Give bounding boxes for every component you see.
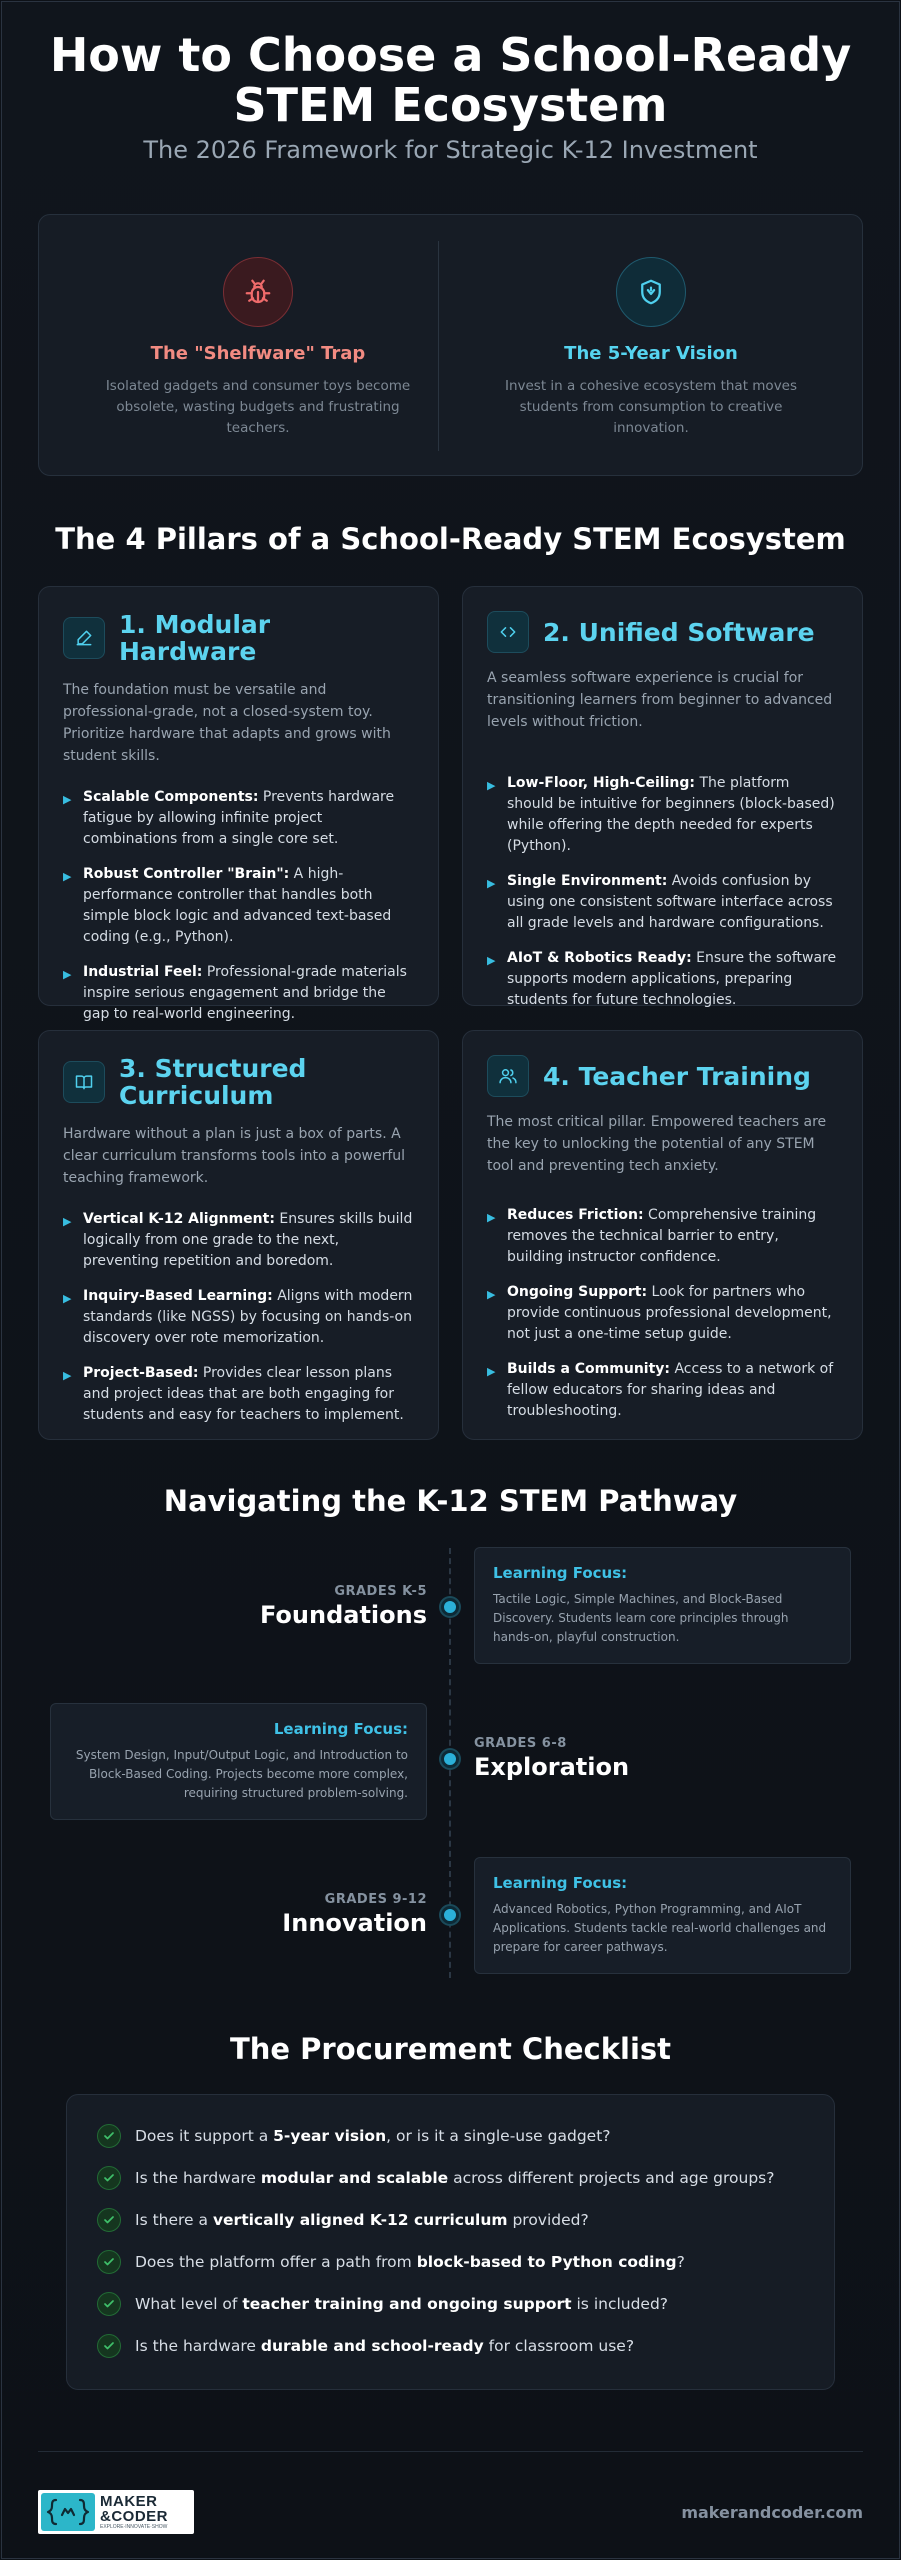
page-subtitle: The 2026 Framework for Strategic K-12 Investment — [143, 136, 758, 164]
shelfware-title: The "Shelfware" Trap — [150, 343, 366, 364]
shelfware-trap-column — [93, 257, 423, 439]
title-line-1: How to Choose a School-Ready — [49, 28, 852, 82]
timeline-dot — [441, 1750, 459, 1768]
pillar-title: 3. Structured Curriculum — [119, 1054, 307, 1110]
check-icon — [97, 2334, 121, 2358]
stage-name: Exploration — [474, 1753, 630, 1781]
stage-grades: GRADES K-5 — [334, 1584, 427, 1599]
learning-focus-label: Learning Focus: — [493, 1564, 628, 1582]
procurement-checklist — [66, 2094, 835, 2390]
checklist-item: What level of teacher training and ongoing support is included? — [97, 2283, 804, 2325]
website-link[interactable]: makerandcoder.com — [681, 2503, 863, 2522]
list-item: ▶ Scalable Components: Prevents hardware fatigue by allowing infinite project combinations from a single core set. — [63, 789, 395, 847]
pillar-title: 4. Teacher Training — [543, 1061, 811, 1091]
check-icon — [97, 2208, 121, 2232]
page-title — [0, 30, 901, 130]
list-item: ▶ AIoT & Robotics Ready: Ensure the software supports modern applications, preparing students for future technologies. — [487, 950, 837, 1008]
pathway-title: Navigating the K-12 STEM Pathway — [163, 1484, 738, 1518]
check-icon — [97, 2166, 121, 2190]
learning-focus-box — [474, 1547, 851, 1664]
title-line-2: STEM Ecosystem — [233, 78, 668, 132]
pillar-card-structured-curriculum — [38, 1030, 439, 1440]
check-icon — [97, 2124, 121, 2148]
shield-icon — [616, 257, 686, 327]
list-item: ▶ Reduces Friction: Comprehensive training removes the technical barrier to entry, building instructor confidence. — [487, 1207, 817, 1265]
pillar-title: 1. Modular Hardware — [119, 610, 271, 666]
list-item: ▶ Ongoing Support: Look for partners who provide continuous professional development, not just a one-time setup guide. — [487, 1284, 832, 1342]
stage-grades: GRADES 6-8 — [474, 1736, 567, 1751]
intro-panel — [38, 214, 863, 476]
pillar-description: A seamless software experience is crucial for transitioning learners from beginner to advanced levels without friction. — [487, 670, 833, 730]
checklist-item: Is the hardware durable and school-ready for classroom use? — [97, 2325, 804, 2367]
list-item: ▶ Single Environment: Avoids confusion by using one consistent software interface across all grade levels and hardware configurations. — [487, 873, 833, 931]
maker-coder-logo[interactable] — [38, 2490, 194, 2534]
learning-focus-label: Learning Focus: — [273, 1720, 408, 1738]
five-year-vision-column — [486, 257, 816, 439]
timeline-dot — [441, 1598, 459, 1616]
pillars-title: The 4 Pillars of a School-Ready STEM Ecosystem — [55, 522, 846, 556]
stage-label-exploration — [474, 1736, 629, 1781]
users-icon — [487, 1055, 529, 1097]
pillar-description: The foundation must be versatile and professional-grade, not a closed-system toy. Prioritize hardware that adapts and grows with student skills. — [63, 682, 391, 764]
check-icon — [97, 2292, 121, 2316]
checklist-item: Is the hardware modular and scalable across different projects and age groups? — [97, 2157, 804, 2199]
vision-text: Invest in a cohesive ecosystem that moves students from consumption to creative innovation. — [504, 378, 798, 436]
book-icon — [63, 1061, 105, 1103]
list-item: ▶ Project-Based: Provides clear lesson plans and project ideas that are both engaging for students and easy for teachers to implement. — [63, 1365, 404, 1423]
learning-focus-text: Tactile Logic, Simple Machines, and Block-Based Discovery. Students learn core principles through hands-on, playful construction. — [493, 1592, 789, 1644]
checklist-item: Does the platform offer a path from block-based to Python coding? — [97, 2241, 804, 2283]
code-icon — [487, 611, 529, 653]
check-icon — [97, 2250, 121, 2274]
pillar-description: Hardware without a plan is just a box of parts. A clear curriculum transforms tools into a powerful teaching framework. — [63, 1126, 406, 1186]
list-item: ▶ Robust Controller "Brain": A high-performance controller that handles both simple block logic and advanced text-based coding (e.g., Python). — [63, 866, 392, 945]
list-item: ▶ Inquiry-Based Learning: Aligns with modern standards (like NGSS) by focusing on hands-on discovery over rote memorization. — [63, 1288, 413, 1346]
stage-name: Foundations — [259, 1601, 427, 1629]
list-item: ▶ Low-Floor, High-Ceiling: The platform should be intuitive for beginners (block-based) while offering the depth needed for experts (Python). — [487, 775, 835, 854]
pillar-description: The most critical pillar. Empowered teachers are the key to unlocking the potential of any STEM tool and preventing tech anxiety. — [487, 1114, 827, 1174]
pillar-title: 2. Unified Software — [543, 617, 815, 647]
timeline-dot — [441, 1906, 459, 1924]
footer-divider — [38, 2451, 863, 2452]
learning-focus-text: Advanced Robotics, Python Programming, and AIoT Applications. Students tackle real-world challenges and prepare for career pathways. — [493, 1902, 827, 1954]
list-item: ▶ Builds a Community: Access to a network of fellow educators for sharing ideas and troubleshooting. — [487, 1361, 834, 1419]
stage-label-foundations — [260, 1584, 427, 1629]
checklist-item: Is there a vertically aligned K-12 curriculum provided? — [97, 2199, 804, 2241]
list-item: ▶ Industrial Feel: Professional-grade materials inspire serious engagement and bridge the gap to real-world engineering. — [63, 964, 407, 1022]
pillar-card-teacher-training — [462, 1030, 863, 1440]
logo-text: MAKER &CODER EXPLORE·INNOVATE·SHOW — [100, 2492, 169, 2530]
stage-name: Innovation — [282, 1909, 427, 1937]
learning-focus-label: Learning Focus: — [493, 1874, 628, 1892]
pen-icon — [63, 617, 105, 659]
learning-focus-box — [474, 1857, 851, 1974]
list-item: ▶ Vertical K-12 Alignment: Ensures skills build logically from one grade to the next, preventing repetition and boredom. — [63, 1211, 413, 1269]
vision-title: The 5-Year Vision — [564, 343, 738, 364]
pillar-card-modular-hardware — [38, 586, 439, 1022]
learning-focus-text: System Design, Input/Output Logic, and Introduction to Block-Based Coding. Projects become more complex, requiring structured problem-solving. — [75, 1748, 408, 1800]
stage-grades: GRADES 9-12 — [324, 1892, 427, 1907]
learning-focus-box — [50, 1703, 427, 1820]
shelfware-text: Isolated gadgets and consumer toys become obsolete, wasting budgets and frustrating teachers. — [105, 378, 411, 436]
stage-label-innovation — [282, 1892, 427, 1937]
intro-divider — [438, 241, 439, 451]
bug-icon — [223, 257, 293, 327]
checklist-item: Does it support a 5-year vision, or is it a single-use gadget? — [97, 2115, 804, 2157]
pillar-card-unified-software — [462, 586, 863, 1006]
checklist-title: The Procurement Checklist — [229, 2032, 672, 2066]
logo-braces-icon — [41, 2493, 95, 2531]
